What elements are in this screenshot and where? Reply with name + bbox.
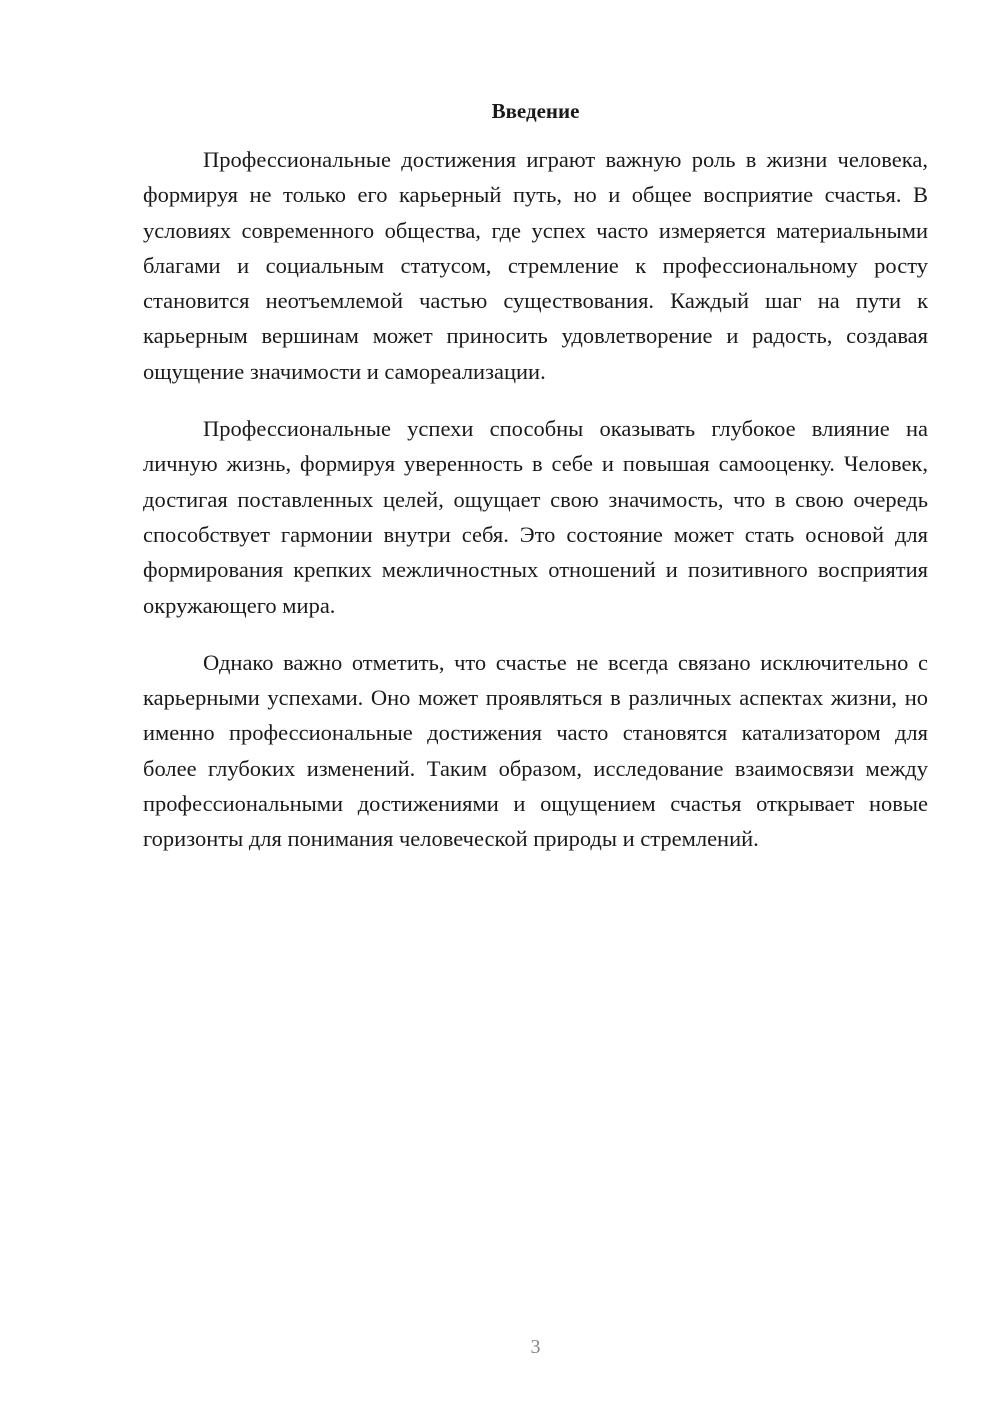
body-text [143,142,928,879]
page-number: 3 [530,1336,541,1358]
section-heading: Введение [491,99,580,123]
paragraph-1: Профессиональные достижения играют важную роль в жизни человека, формируя не только его карьерный путь, но и общее восприятие счастья. В условиях современного общества, где успех часто измеряется материальными благами и социальным статусом, стремление к профессиональному росту становится неотъемлемой частью существования. Каждый шаг на пути к карьерным вершинам может приносить удовлетворение и радость, создавая ощущение значимости и самореализации. [143,147,928,384]
paragraph-2: Профессиональные успехи способны оказывать глубокое влияние на личную жизнь, формируя уверенность в себе и повышая самооценку. Человек, достигая поставленных целей, ощущает свою значимость, что в свою очередь способствует гармонии внутри себя. Это состояние может стать основой для формирования крепких межличностных отношений и позитивного восприятия окружающего мира. [143,416,928,618]
paragraph-3: Однако важно отметить, что счастье не всегда связано исключительно с карьерными успехами. Оно может проявляться в различных аспектах жизни, но именно профессиональные достижения часто становятся катализатором для более глубоких изменений. Таким образом, исследование взаимосвязи между профессиональными достижениями и ощущением счастья открывает новые горизонты для понимания человеческой природы и стремлений. [143,649,928,852]
